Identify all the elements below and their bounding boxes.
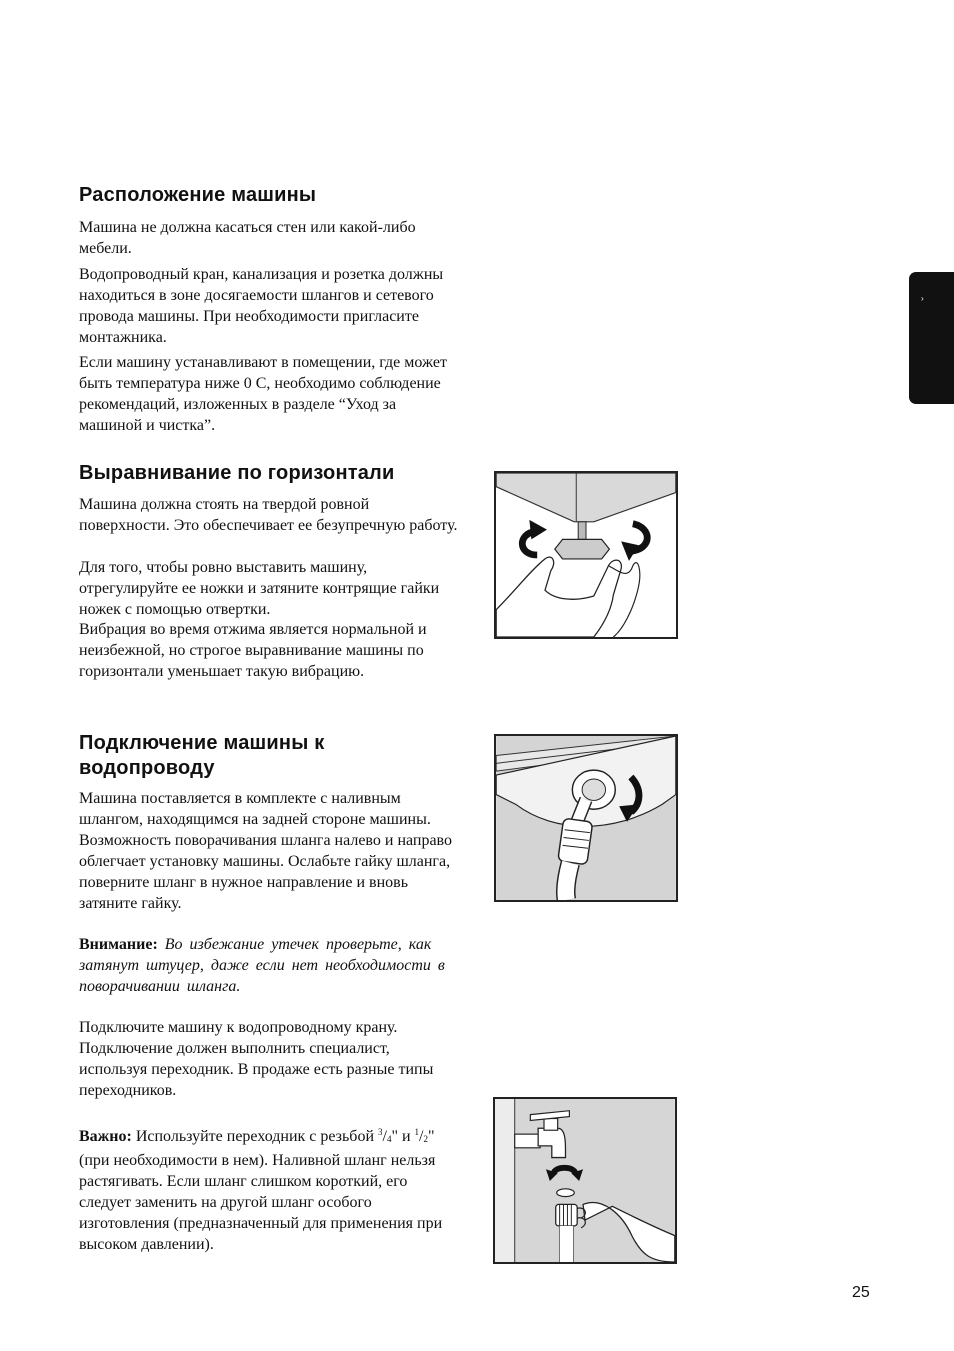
title-line: Подключение машины к <box>79 732 325 754</box>
side-tab-glyph: › <box>921 294 924 303</box>
warning-label: Внимание: <box>79 936 158 953</box>
leveling-drawing <box>496 473 676 637</box>
title-line: водопроводу <box>79 757 215 779</box>
fraction-numerator: 3 <box>378 1127 383 1137</box>
paragraph: Если машину устанавливают в помещении, где может быть температура ниже 0 С, необходимо соблюдение рекомендаций, изложенных в разделе “Уход за машиной и чистка”. <box>79 354 447 434</box>
section-title-leveling: Выравнивание по горизонтали <box>79 462 395 484</box>
important-tail: " (при необходимости в нем). Наливной шланг нельзя растягивать. Если шланг слишком короткий, его следует заменить на другой шланг особого изготовления (предназначенный для применения при высоком давлении). <box>79 1128 443 1253</box>
paragraph: Машина поставляется в комплекте с наливным шлангом, находящимся на задней стороне машины. Возможность поворачивания шланга налево и направо облегчает установку машины. Ослабьте гайку шланга, поверните шланг в нужное направление и вновь затяните гайку. <box>79 790 452 912</box>
important-label: Важно: <box>79 1128 132 1145</box>
leveling-illustration <box>494 471 678 639</box>
fraction-numerator: 1 <box>414 1127 420 1137</box>
warning-note <box>79 934 459 997</box>
paragraph: Для того, чтобы ровно выставить машину, отрегулируйте ее ножки и затяните контрящие гайки ножек с помощью отвертки. <box>79 559 440 618</box>
warning-text: Во избежание утечек проверьте, как затянут штуцер, даже если нет необходимости в поворачивании шланга. <box>79 936 445 995</box>
paragraph: Машина не должна касаться стен или какой-либо мебели. <box>79 219 416 257</box>
side-tab-marker <box>909 272 954 404</box>
between-text: " и <box>391 1128 411 1145</box>
fraction-denominator: 4 <box>386 1134 392 1144</box>
paragraph: Машина должна стоять на твердой ровной поверхности. Это обеспечивает ее безупречную работу. <box>79 496 458 534</box>
important-text: Используйте переходник с резьбой <box>135 1128 374 1145</box>
important-note: Важно: Используйте переходник с резьбой $^3$/4" и $^1$/2" (при необходимости в нем). Наливной шланг нельзя растягивать. Если шланг слишком короткий, его следует заменить на другой шланг особого изготовления (предназначенный для применения при высоком давлении). <box>79 1127 443 1253</box>
tap-drawing <box>495 1099 675 1262</box>
section-title-placement: Расположение машины <box>79 184 317 206</box>
hose-drawing <box>496 736 676 900</box>
page-number: 25 <box>852 1284 870 1301</box>
section-title-water-connection <box>79 731 324 781</box>
paragraph: Водопроводный кран, канализация и розетка должны находиться в зоне досягаемости шлангов и сетевого провода машины. При необходимости пригласите монтажника. <box>79 266 444 346</box>
paragraph: Подключите машину к водопроводному крану. Подключение должен выполнить специалист, используя переходник. В продаже есть разные типы переходников. <box>79 1019 434 1099</box>
paragraph: Вибрация во время отжима является нормальной и неизбежной, но строгое выравнивание машины по горизонтали уменьшает такую вибрацию. <box>79 621 427 680</box>
hose-rotation-illustration <box>494 734 678 902</box>
tap-connection-illustration <box>493 1097 677 1264</box>
fraction-denominator: 2 <box>423 1134 428 1144</box>
